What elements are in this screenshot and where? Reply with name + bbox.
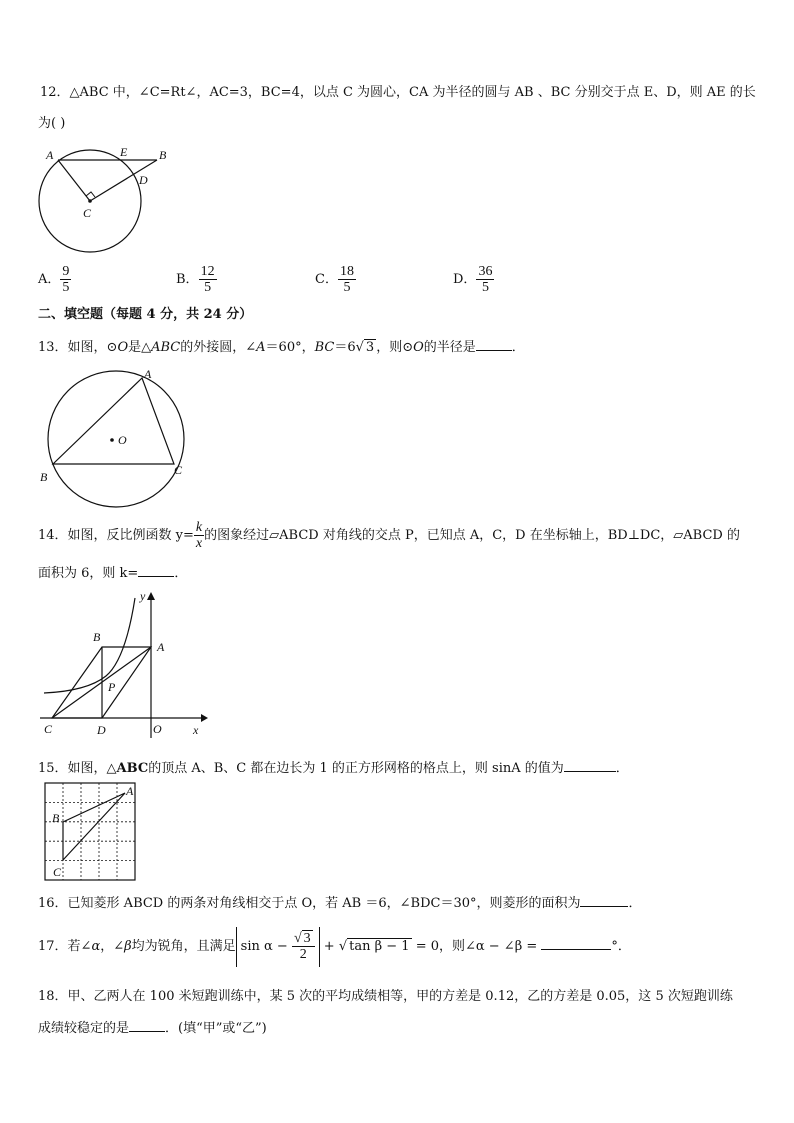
q12-option-d-fraction — [476, 264, 494, 295]
q14-fraction — [194, 520, 204, 551]
q18-stem-line1: 18．甲、乙两人在 100 米短跑训练中，某 5 次的平均成绩相等，甲的方差是 0.12，乙的方差是 0.05，这 5 次短跑训练 — [38, 989, 733, 1004]
q15-answer-blank[interactable] — [564, 759, 616, 772]
q13-sqrt-value: 3 — [365, 340, 375, 355]
q12-option-c-num: 18 — [339, 264, 354, 279]
q13-var-o2: O — [413, 340, 424, 355]
q12-center-dot — [88, 199, 92, 203]
q14-y-axis-arrow — [147, 592, 155, 600]
q15-text-pre: 15．如图， — [38, 761, 107, 776]
q15-figure — [40, 780, 144, 886]
q13-label-a: A — [144, 368, 152, 381]
q15-stem — [38, 759, 629, 778]
q13-text-mid3: ＝60°， — [265, 340, 315, 355]
q16-text-end: ． — [628, 896, 642, 911]
q12-label-c: C — [83, 206, 92, 220]
q12-option-d[interactable] — [453, 264, 494, 295]
q13-stem — [38, 338, 525, 357]
q12-option-a[interactable] — [38, 264, 71, 295]
q14-frac-num: k — [195, 520, 203, 535]
q14-label-c: C — [44, 722, 53, 736]
q17-sin-term: sin α − — [240, 938, 288, 954]
q14-label-b: B — [93, 630, 101, 644]
q17-text-pre: 17．若∠ — [38, 939, 92, 954]
q13-var-a: A — [256, 340, 266, 355]
q14-text-end: ． — [174, 566, 188, 581]
q17-var-alpha: α — [91, 939, 101, 954]
q15-label-c: C — [53, 865, 62, 879]
q17-text-end: °． — [611, 939, 631, 954]
q17-frac-num: √ 3 — [292, 931, 315, 947]
q16-answer-blank[interactable] — [580, 894, 628, 907]
q12-option-c-den: 5 — [343, 280, 351, 295]
q14-label-a: A — [157, 640, 165, 654]
q12-option-a-letter: A． — [38, 272, 61, 287]
q14-stem-line1 — [38, 520, 740, 551]
q13-text-mid5: ，则⊙ — [376, 340, 414, 355]
q17-sqrt-tan: √ tan β − 1 — [338, 939, 410, 954]
q14-label-p: P — [108, 680, 116, 694]
q14-hyperbola — [44, 598, 135, 693]
q13-label-b: B — [40, 470, 48, 484]
q14-text-pre: 14．如图，反比例函数 y= — [38, 528, 194, 543]
q12-option-a-den: 5 — [62, 280, 70, 295]
q12-label-d: D — [139, 173, 148, 187]
q18-text-line2: 成绩较稳定的是 — [38, 1021, 130, 1036]
q17-absolute-value — [236, 927, 320, 967]
q14-text-line2: 面积为 6，则 k= — [38, 566, 139, 581]
q12-option-c-letter: C． — [315, 272, 338, 287]
q14-answer-blank[interactable] — [138, 564, 174, 577]
q12-option-d-letter: D． — [453, 272, 477, 287]
q14-stem-line2 — [38, 564, 187, 583]
q13-figure — [36, 368, 196, 510]
section-title: 二、填空题（每题 4 分，共 24 分） — [38, 307, 253, 322]
q13-var-abc: ABC — [151, 340, 181, 355]
q12-option-b-fraction — [199, 264, 217, 295]
q14-label-d: D — [97, 723, 106, 737]
q12-option-c-fraction — [338, 264, 356, 295]
q15-triangle — [63, 793, 125, 860]
q13-text-mid4: ＝6 — [334, 340, 356, 355]
q15-text-end: ． — [615, 761, 629, 776]
q12-option-b-letter: B． — [176, 272, 199, 287]
q13-label-c: C — [174, 463, 183, 477]
q17-sqrt-value: 3 — [303, 930, 311, 946]
q16-text: 16．已知菱形 ABCD 的两条对角线相交于点 O，若 AB ＝6，∠BDC＝30°，则菱形的面积为 — [38, 896, 581, 911]
q17-tan-term: tan β − 1 — [349, 939, 410, 954]
q12-option-b-num: 12 — [200, 264, 215, 279]
q18-stem-line2 — [38, 1019, 267, 1038]
q12-option-d-num: 36 — [478, 264, 493, 279]
q14-label-o: O — [153, 722, 162, 736]
q13-center-dot — [110, 438, 114, 442]
q12-label-a: A — [46, 148, 54, 162]
q18-answer-blank[interactable] — [129, 1019, 165, 1032]
q13-var-o1: O — [117, 340, 129, 355]
q17-fraction — [292, 931, 315, 962]
q12-option-b-den: 5 — [204, 280, 212, 295]
q16-stem — [38, 894, 642, 913]
q12-option-b[interactable] — [176, 264, 217, 295]
q12-option-d-den: 5 — [481, 280, 489, 295]
q13-label-o: O — [118, 433, 127, 447]
q12-right-angle-mark — [86, 192, 95, 197]
q13-var-bc: BC — [314, 340, 335, 355]
q12-label-b: B — [159, 148, 167, 162]
q15-text-post: 的顶点 A、B、C 都在边长为 1 的正方形网格的格点上，则 sinA 的值为 — [148, 761, 564, 776]
q17-plus: + — [323, 939, 335, 954]
q13-text-pre: 13．如图，⊙ — [38, 340, 118, 355]
q12-figure — [34, 145, 174, 260]
q12-stem-line1: 12．△ABC 中，∠C=Rt∠，AC=3，BC=4，以点 C 为圆心，CA 为半径的圆与 AB 、BC 分别交于点 E、D，则 AE 的长 — [40, 85, 756, 100]
q12-stem-line2: 为( ) — [38, 116, 66, 131]
q17-text-mid2: 均为锐角，且满足 — [131, 939, 236, 954]
q14-label-y: y — [140, 589, 146, 603]
q12-label-e: E — [120, 145, 128, 159]
q12-option-a-num: 9 — [62, 264, 70, 279]
q13-text-post: 的半径是 — [423, 340, 476, 355]
q14-figure — [36, 588, 211, 740]
q18-text-end: ．(填“甲”或“乙”) — [165, 1021, 267, 1036]
q13-sqrt: √ 3 — [355, 340, 375, 355]
q17-stem — [38, 924, 631, 970]
q17-text-mid1: ，∠ — [100, 939, 125, 954]
q14-x-axis-arrow — [201, 714, 208, 722]
q13-triangle — [53, 378, 174, 464]
q12-option-c[interactable] — [315, 264, 356, 295]
q13-circle — [48, 371, 184, 507]
q15-var-abc: △ABC — [106, 761, 149, 776]
q12-option-a-fraction — [60, 264, 71, 295]
q14-text-post: 的图象经过▱ABCD 对角线的交点 P，已知点 A，C，D 在坐标轴上，BD⊥DC，▱ABCD 的 — [204, 528, 740, 543]
q17-answer-blank[interactable] — [541, 937, 611, 950]
q13-text-mid2: 的外接圆，∠ — [180, 340, 257, 355]
q17-frac-den: 2 — [299, 946, 307, 962]
q14-frac-den: x — [195, 536, 203, 551]
q15-label-a: A — [126, 784, 134, 798]
q12-segment-ac — [58, 160, 90, 201]
q13-answer-blank[interactable] — [476, 338, 512, 351]
q13-text-end: ． — [511, 340, 525, 355]
q17-var-beta: β — [124, 939, 132, 954]
q13-text-mid1: 是△ — [128, 340, 152, 355]
q15-label-b: B — [52, 811, 60, 825]
q14-label-x: x — [193, 723, 199, 737]
q17-text-eq: = 0，则∠α − ∠β = — [415, 939, 538, 954]
